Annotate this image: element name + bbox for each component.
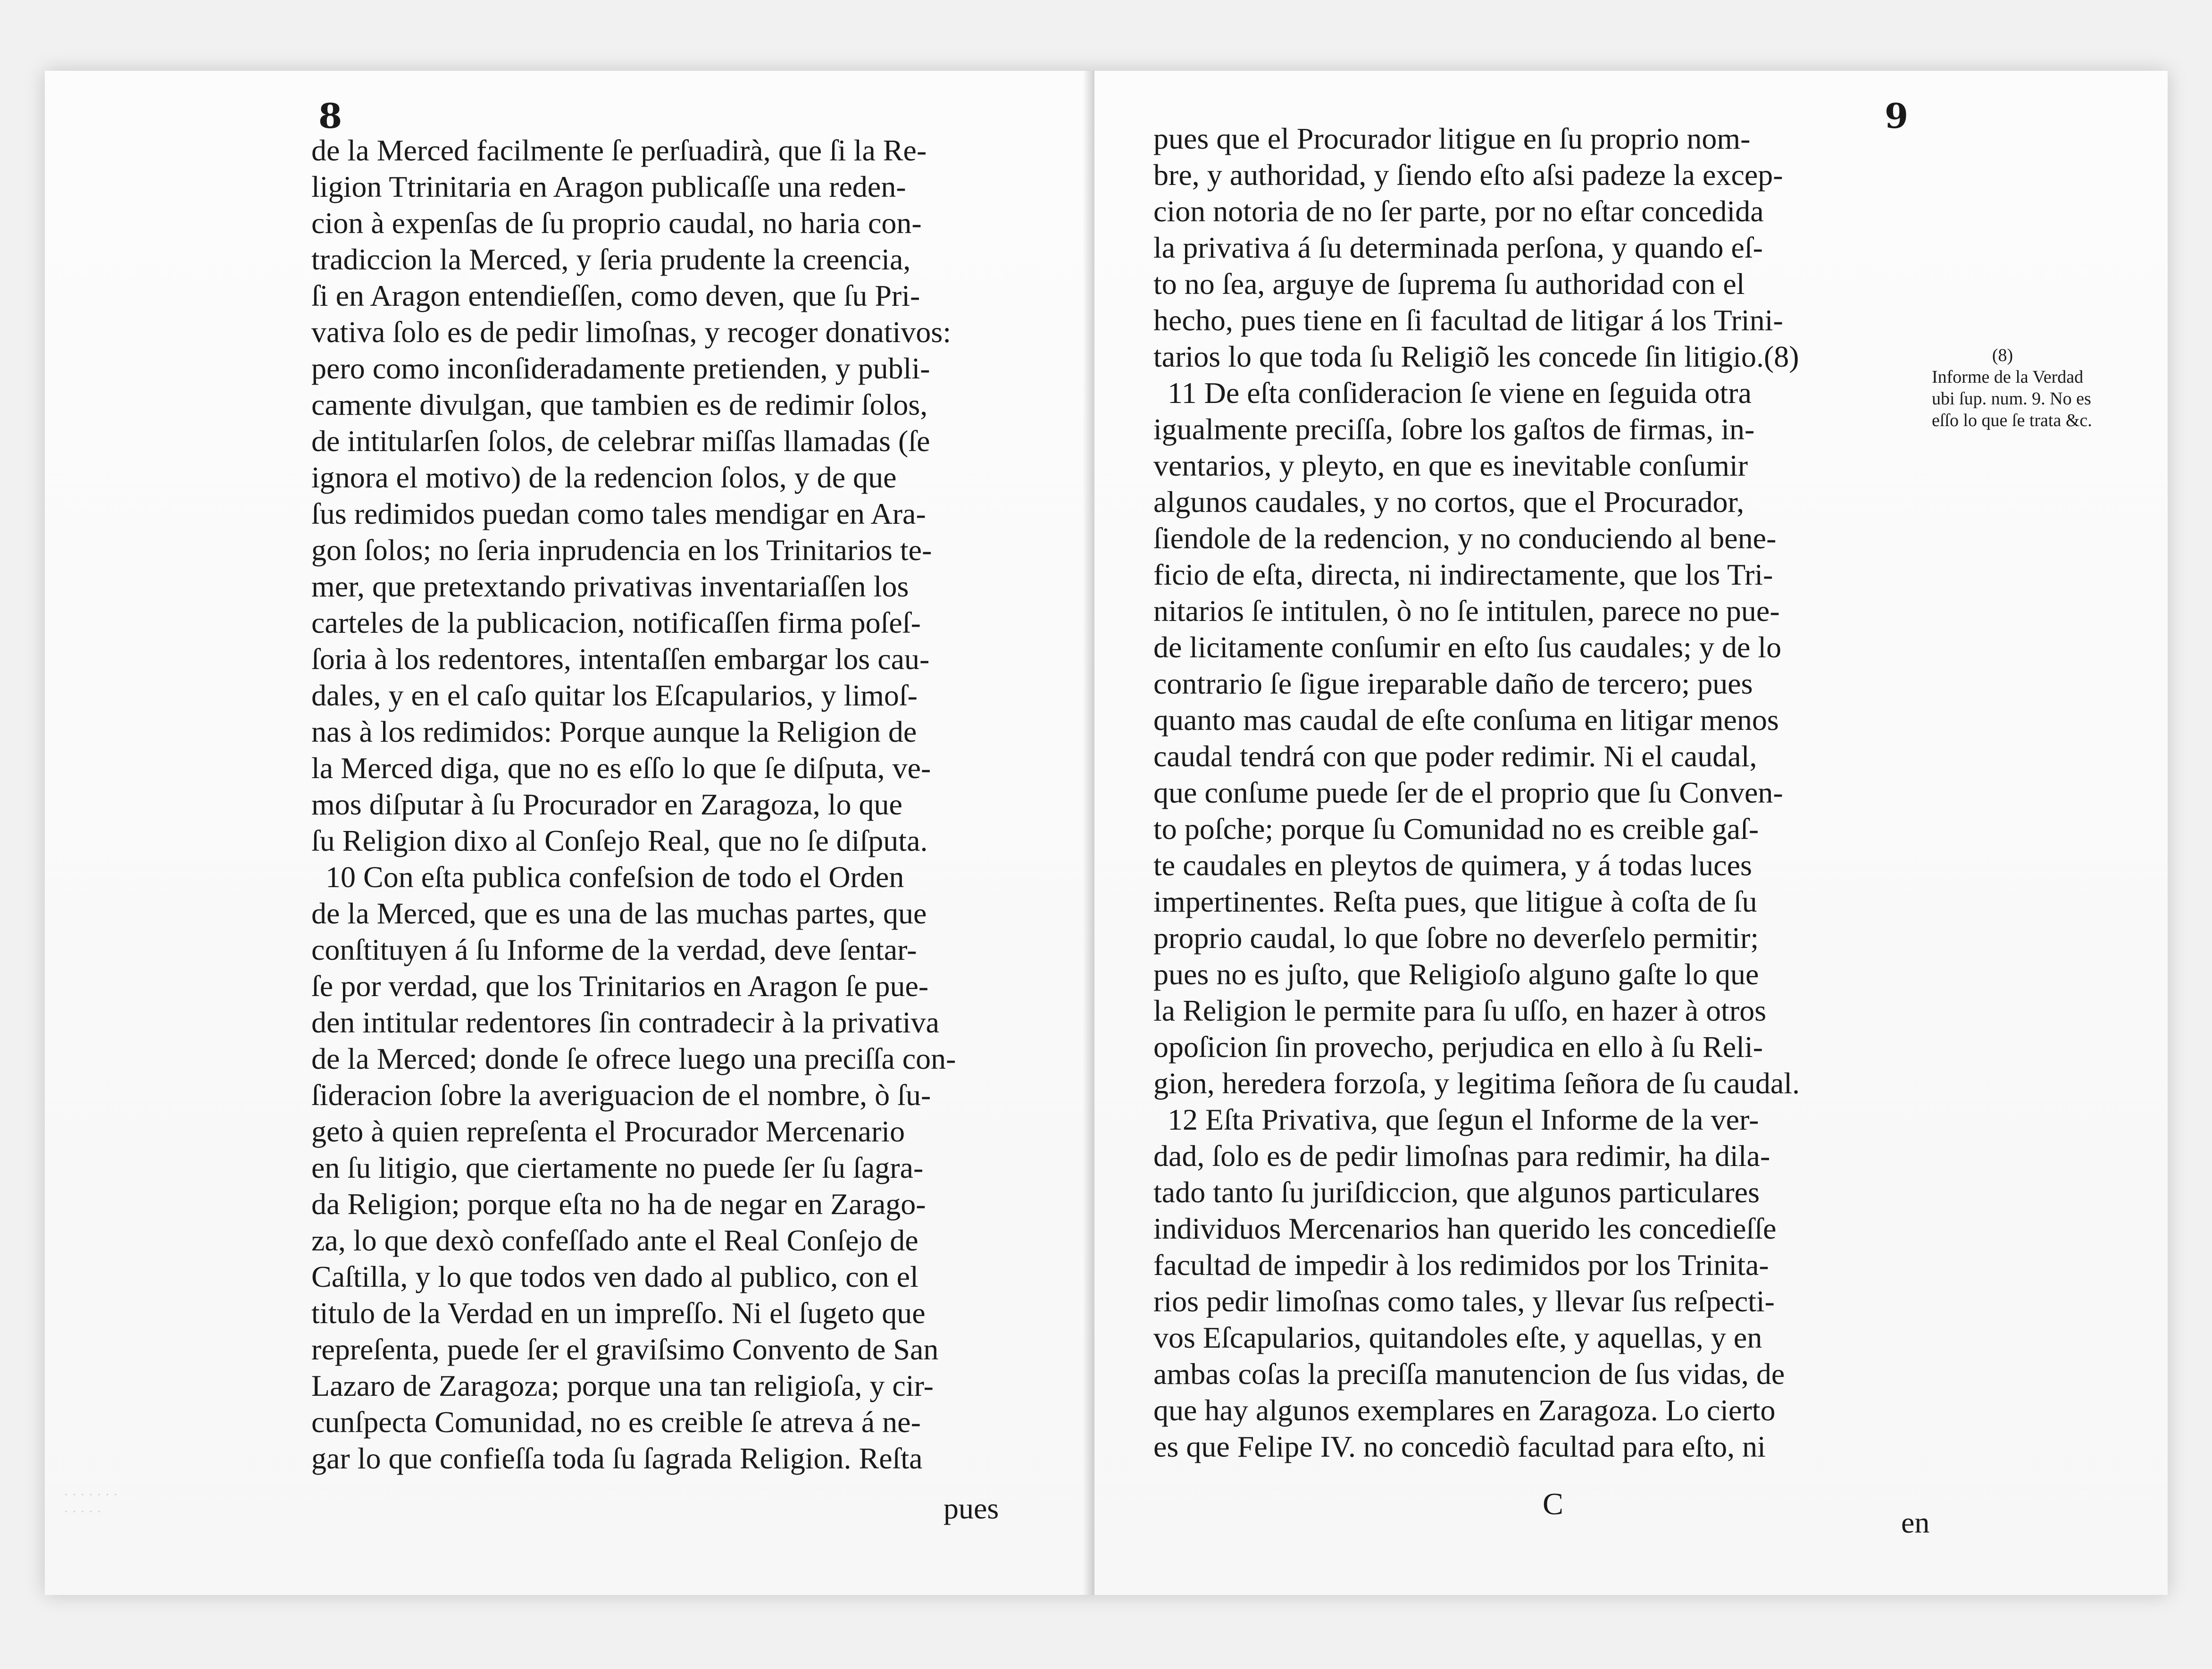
text-line: igualmente preciſſa, ſobre los gaſtos de firmas, in-	[1153, 412, 1755, 446]
text-line: individuos Mercenarios han querido les concedieſſe	[1153, 1212, 1777, 1245]
text-line: proprio caudal, lo que ſobre no deverſelo permitir;	[1153, 921, 1759, 955]
text-line: ambas coſas la preciſſa manutencion de ſus vidas, de	[1153, 1357, 1785, 1391]
text-line: den intitular redentores ſin contradecir à la privativa	[311, 1006, 939, 1039]
text-line: ficio de eſta, directa, ni indirectamente, que los Tri-	[1153, 558, 1773, 591]
text-line: 12 Eſta Privativa, que ſegun el Informe de la ver-	[1168, 1103, 1759, 1136]
margin-note	[1932, 344, 2149, 431]
bleed-through-text: · · · · · · · · · · · ·	[64, 1487, 118, 1519]
text-line: camente divulgan, que tambien es de redimir ſolos,	[311, 388, 928, 421]
text-line: de la Merced facilmente ſe perſuadirà, que ſi la Re-	[311, 134, 927, 167]
text-line: hecho, pues tiene en ſi facultad de litigar á los Trini-	[1153, 303, 1783, 337]
text-line: cion à expenſas de ſu proprio caudal, no haria con-	[311, 206, 922, 240]
text-line: ſi en Aragon entendieſſen, como deven, que ſu Pri-	[311, 279, 920, 312]
text-line: contrario ſe ſigue ireparable daño de tercero; pues	[1153, 667, 1753, 700]
text-line: mos diſputar à ſu Procurador en Zaragoza, lo que	[311, 788, 902, 821]
text-line: to no ſea, arguye de ſuprema ſu authoridad con el	[1153, 267, 1745, 301]
text-line: facultad de impedir à los redimidos por los Trinita-	[1153, 1248, 1769, 1282]
text-line: la Religion le permite para ſu uſſo, en hazer à otros	[1153, 994, 1767, 1027]
right-page-number: 9	[1885, 96, 1909, 136]
text-line: 10 Con eſta publica confeſsion de todo el Orden	[326, 860, 904, 894]
text-line: za, lo que dexò confeſſado ante el Real Conſejo de	[311, 1224, 918, 1257]
margin-note-marker: (8)	[1992, 345, 2013, 365]
text-line: repreſenta, puede ſer el graviſsimo Convento de San	[311, 1333, 939, 1366]
text-line: ſideracion ſobre la averiguacion de el nombre, ò ſu-	[311, 1078, 931, 1112]
text-line: algunos caudales, y no cortos, que el Procurador,	[1153, 485, 1745, 519]
text-line: ſiendole de la redencion, y no conduciendo al bene-	[1153, 521, 1777, 555]
text-line: te caudales en pleytos de quimera, y á todas luces	[1153, 848, 1752, 882]
text-line: opoſicion ſin provecho, perjudica en ello à ſu Reli-	[1153, 1030, 1763, 1064]
text-line: ſus redimidos puedan como tales mendigar en Ara-	[311, 497, 926, 530]
text-line: ſoria à los redentores, intentaſſen embargar los cau-	[311, 642, 930, 676]
text-line: pero como inconſideradamente pretienden, y publi-	[311, 352, 930, 385]
left-page-text	[311, 132, 1052, 1476]
text-line: cion notoria de no ſer parte, por no eſtar concedida	[1153, 194, 1764, 228]
text-line: ſu Religion dixo al Conſejo Real, que no ſe diſputa.	[311, 824, 928, 857]
text-line: de la Merced, que es una de las muchas partes, que	[311, 897, 927, 930]
text-line: quanto mas caudal de eſte conſuma en litigar menos	[1153, 703, 1779, 737]
text-line: carteles de la publicacion, notificaſſen firma poſeſ-	[311, 606, 921, 639]
text-line: es que Felipe IV. no concediò facultad para eſto, ni	[1153, 1430, 1766, 1463]
text-line: geto à quien repreſenta el Procurador Mercenario	[311, 1115, 905, 1148]
book-spread	[45, 71, 2168, 1595]
text-line: de licitamente conſumir en eſto ſus caudales; y de lo	[1153, 630, 1782, 664]
text-line: dad, ſolo es de pedir limoſnas para redimir, ha dila-	[1153, 1139, 1770, 1173]
text-line: nas à los redimidos: Porque aunque la Religion de	[311, 715, 917, 748]
text-line: to poſche; porque ſu Comunidad no es creible gaſ-	[1153, 812, 1759, 846]
text-line: que conſume puede ſer de el proprio que ſu Conven-	[1153, 776, 1783, 809]
text-line: rios pedir limoſnas como tales, y llevar ſus reſpecti-	[1153, 1284, 1775, 1318]
text-line: gon ſolos; no ſeria inprudencia en los Trinitarios te-	[311, 533, 932, 567]
text-line: vos Eſcapularios, quitandoles eſte, y aquellas, y en	[1153, 1321, 1762, 1354]
text-line: ignora el motivo) de la redencion ſolos, y de que	[311, 461, 897, 494]
left-page	[45, 71, 1094, 1595]
margin-note-line: eſſo lo que ſe trata &c.	[1932, 411, 2092, 430]
text-line: tradiccion la Merced, y ſeria prudente la creencia,	[311, 243, 911, 276]
text-line: cunſpecta Comunidad, no es creible ſe atreva á ne-	[311, 1405, 921, 1439]
left-page-number: 8	[318, 96, 342, 136]
text-line: pues que el Procurador litigue en ſu proprio nom-	[1153, 122, 1751, 155]
text-line: mer, que pretextando privativas inventariaſſen los	[311, 570, 909, 603]
signature-mark: C	[1543, 1487, 1564, 1521]
text-line: titulo de la Verdad en un impreſſo. Ni el ſugeto que	[311, 1296, 926, 1330]
right-catchword: en	[1901, 1506, 1930, 1539]
text-line: la privativa á ſu determinada perſona, y quando eſ-	[1153, 231, 1763, 264]
text-line: de intitularſen ſolos, de celebrar miſſas llamadas (ſe	[311, 424, 930, 458]
text-line: impertinentes. Reſta pues, que litigue à coſta de ſu	[1153, 885, 1757, 918]
text-line: en ſu litigio, que ciertamente no puede ſer ſu ſagra-	[311, 1151, 924, 1184]
text-line: tado tanto ſu juriſdiccion, que algunos particulares	[1153, 1175, 1760, 1209]
text-line: la Merced diga, que no es eſſo lo que ſe diſputa, ve-	[311, 751, 931, 785]
margin-note-line: Informe de la Verdad	[1932, 367, 2084, 387]
text-line: dales, y en el caſo quitar los Eſcapularios, y limoſ-	[311, 679, 918, 712]
text-line: ligion Ttrinitaria en Aragon publicaſſe una reden-	[311, 170, 906, 203]
text-line: nitarios ſe intitulen, ò no ſe intitulen, parece no pue-	[1153, 594, 1780, 628]
text-line: gion, heredera forzoſa, y legitima ſeñora de ſu caudal.	[1153, 1066, 1800, 1100]
text-line: caudal tendrá con que poder redimir. Ni el caudal,	[1153, 739, 1757, 773]
right-page-text	[1153, 120, 1918, 1465]
right-page	[1094, 71, 2168, 1595]
text-line: tarios lo que toda ſu Religiõ les concede ſin litigio.(8)	[1153, 340, 1799, 373]
text-line: de la Merced; donde ſe ofrece luego una preciſſa con-	[311, 1042, 956, 1075]
text-line: 11 De eſta conſideracion ſe viene en ſeguida otra	[1168, 376, 1752, 410]
text-line: ventarios, y pleyto, en que es inevitable conſumir	[1153, 449, 1748, 482]
text-line: da Religion; porque eſta no ha de negar en Zarago-	[311, 1187, 926, 1221]
text-line: bre, y authoridad, y ſiendo eſto aſsi padeze la excep-	[1153, 158, 1783, 192]
text-line: Lazaro de Zaragoza; porque una tan religioſa, y cir-	[311, 1369, 934, 1402]
text-line: ſe por verdad, que los Trinitarios en Aragon ſe pue-	[311, 969, 929, 1003]
left-catchword: pues	[943, 1492, 999, 1525]
text-line: Caſtilla, y lo que todos ven dado al publico, con el	[311, 1260, 918, 1293]
text-line: gar lo que confieſſa toda ſu ſagrada Religion. Reſta	[311, 1442, 923, 1475]
text-line: que hay algunos exemplares en Zaragoza. Lo cierto	[1153, 1393, 1776, 1427]
margin-note-line: ubi ſup. num. 9. No es	[1932, 389, 2091, 409]
text-line: vativa ſolo es de pedir limoſnas, y recoger donativos:	[311, 315, 952, 349]
text-line: conſtituyen á ſu Informe de la verdad, deve ſentar-	[311, 933, 917, 966]
text-line: pues no es juſto, que Religioſo alguno gaſte lo que	[1153, 957, 1759, 991]
